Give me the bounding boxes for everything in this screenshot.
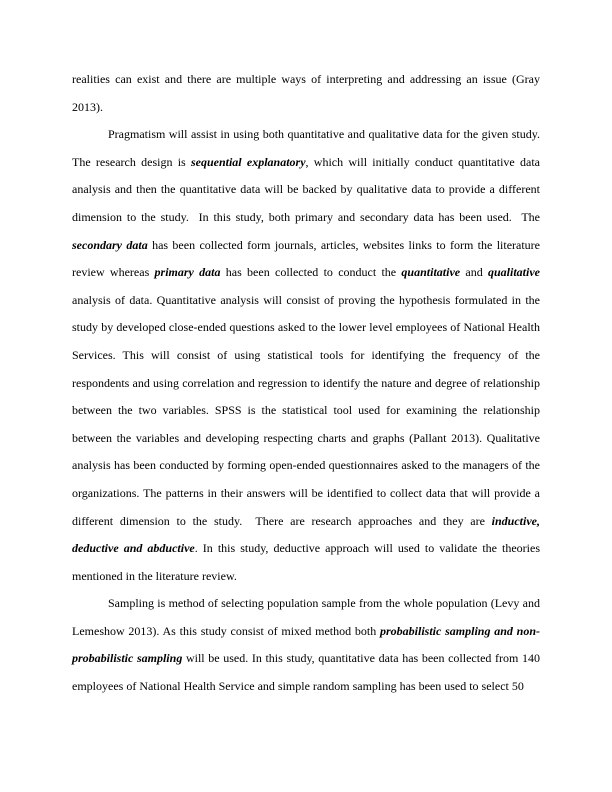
text-run: Sampling is method of selecting population sample from the whole population (Levy and Lemeshow 2013). As this study consist of mixed method both (72, 596, 540, 638)
text-run: has been collected to conduct the (220, 265, 402, 280)
text-run: and (460, 265, 488, 280)
text-run: . In this study, deductive approach will used to validate the theories mentioned in the literature review. (72, 541, 541, 583)
document-page (72, 66, 540, 701)
emphasis-primary-data: primary data (154, 265, 221, 280)
text-run: analysis of data. Quantitative analysis will consist of proving the hypothesis formulated in the study by developed close-ended questions asked to the lower level employees of National Health Services. This will consist of using statistical tools for identifying the frequency of the respondents and using correlation and regression to identify the nature and degree of relationship between the two variables. SPSS is the statistical tool used for examining the relationship between the variables and developing respecting charts and graphs (Pallant 2013). Qualitative analysis has been conducted by forming open-ended questionnaires asked to the managers of the organizations. The patterns in their answers will be identified to collect data that will provide a different dimension to the study. There are research approaches and they are (72, 292, 540, 528)
text-run: Pragmatism will assist in using both quantitative and qualitative data for the given study. The research design is (72, 127, 540, 169)
text-run: realities can exist and there are multiple ways of interpreting and addressing an issue (Gray 2013). (72, 72, 540, 114)
paragraph-pragmatism (72, 121, 540, 590)
emphasis-quantitative: quantitative (401, 265, 461, 280)
paragraph-sampling (72, 590, 540, 700)
emphasis-sampling-methods: probabilistic sampling and non-probabilistic sampling (72, 623, 540, 666)
emphasis-secondary-data: secondary data (72, 237, 148, 252)
emphasis-qualitative: qualitative (488, 265, 540, 280)
emphasis-sequential-explanatory: sequential explanatory (190, 154, 306, 169)
paragraph-continuation (72, 66, 540, 121)
text-run: has been collected form journals, articles, websites links to form the literature review whereas (72, 237, 540, 280)
emphasis-approaches: inductive, deductive and abductive (72, 513, 540, 556)
text-run: , which will initially conduct quantitative data analysis and then the quantitative data will be backed by qualitative data to provide a different dimension to the study. In this study, both primary and secondary data has been used. The (72, 154, 540, 224)
text-run: will be used. In this study, quantitative data has been collected from 140 employees of National Health Service and simple random sampling has been used to select 50 (72, 651, 541, 694)
